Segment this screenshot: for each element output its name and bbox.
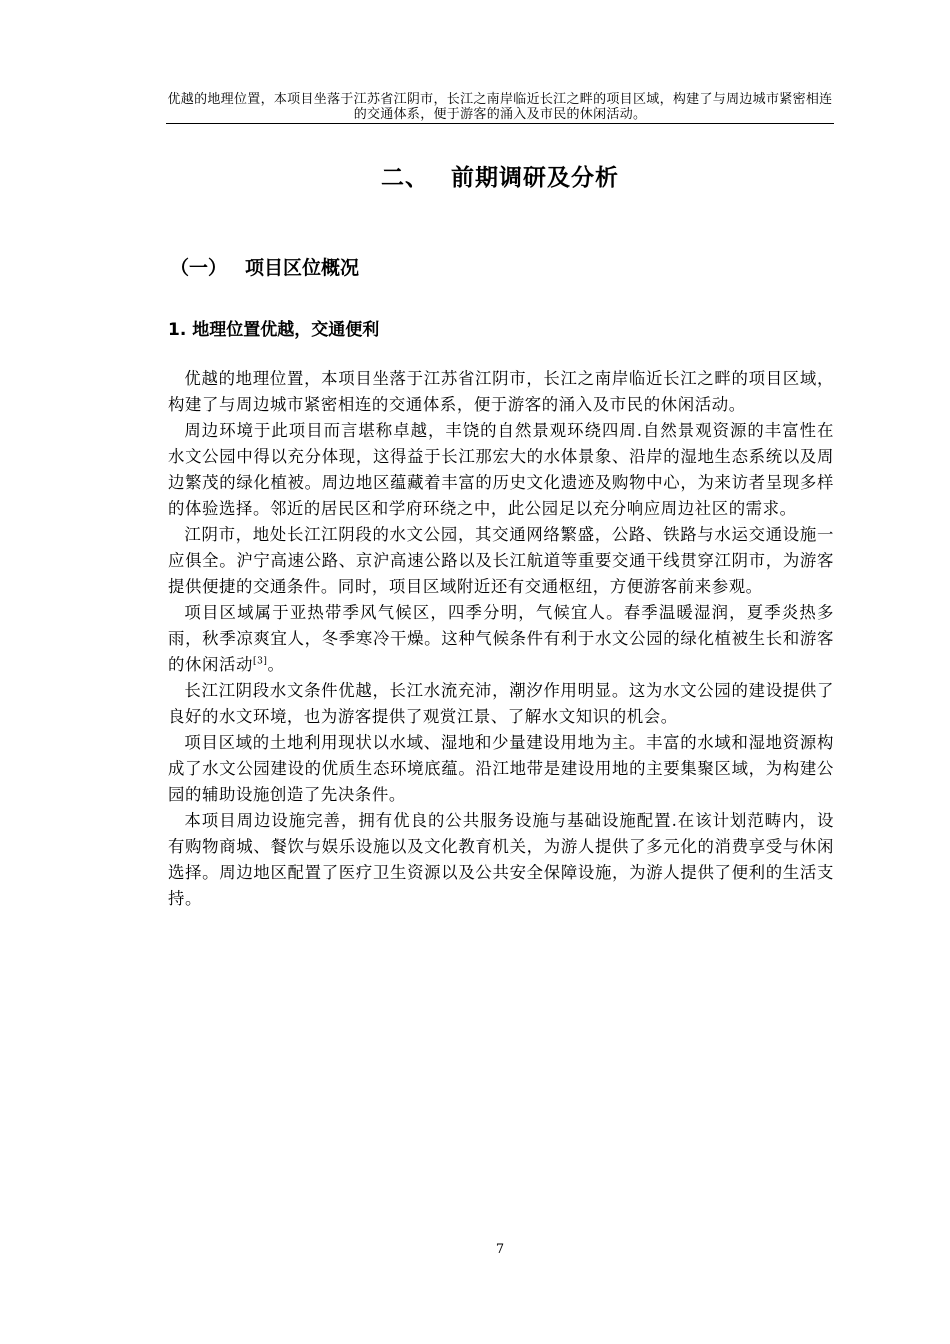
section-number: （一）	[170, 257, 228, 279]
section-title-text: 项目区位概况	[245, 257, 360, 279]
chapter-title-text: 前期调研及分析	[451, 165, 619, 191]
paragraph-facilities: 本项目周边设施完善，拥有优良的公共服务设施与基础设施配置.在该计划范畴内，设有购物商城、餐饮与娱乐设施以及文化教育机关，为游人提供了多元化的消费享受与休闲选择。周边地区配置了医疗卫生资源以及公共安全保障设施，为游人提供了便利的生活支持。	[168, 811, 834, 908]
paragraph-environment: 周边环境于此项目而言堪称卓越，丰饶的自然景观环绕四周.自然景观资源的丰富性在水文公园中得以充分体现，这得益于长江那宏大的水体景象、沿岸的湿地生态系统以及周边繁茂的绿化植被。周边地区蕴藏着丰富的历史文化遗迹及购物中心，为来访者呈现多样的体验选择。邻近的居民区和学府环绕之中，此公园足以充分响应周边社区的需求。	[168, 421, 834, 518]
chapter-number: 二、	[381, 165, 429, 191]
header-rule	[166, 123, 834, 124]
page-number: 7	[495, 1242, 505, 1257]
subsection-title: 1. 地理位置优越，交通便利	[168, 320, 380, 340]
citation-tail: 。	[267, 655, 285, 674]
paragraph-hydrology: 长江江阴段水文条件优越，长江水流充沛，潮汐作用明显。这为水文公园的建设提供了良好的水文环境，也为游客提供了观赏江景、了解水文知识的机会。	[168, 681, 834, 726]
chapter-title	[166, 162, 834, 194]
paragraph-location: 优越的地理位置，本项目坐落于江苏省江阴市，长江之南岸临近长江之畔的项目区域，构建了与周边城市紧密相连的交通体系，便于游客的涌入及市民的休闲活动。	[168, 369, 834, 414]
body-text	[168, 366, 834, 912]
paragraph-land-use: 项目区域的土地利用现状以水域、湿地和少量建设用地为主。丰富的水域和湿地资源构成了水文公园建设的优质生态环境底蕴。沿江地带是建设用地的主要集聚区域，为构建公园的辅助设施创造了先决条件。	[168, 733, 834, 804]
running-header: 优越的地理位置，本项目坐落于江苏省江阴市，长江之南岸临近长江之畔的项目区域，构建了与周边城市紧密相连的交通体系，便于游客的涌入及市民的休闲活动。	[167, 92, 833, 122]
paragraph-transport: 江阴市，地处长江江阴段的水文公园，其交通网络繁盛，公路、铁路与水运交通设施一应俱全。沪宁高速公路、京沪高速公路以及长江航道等重要交通干线贯穿江阴市，为游客提供便捷的交通条件。同时，项目区域附近还有交通枢纽，方便游客前来参观。	[168, 525, 834, 596]
citation-ref: [3]	[252, 656, 268, 667]
section-title	[170, 254, 359, 282]
paragraph-climate-text: 项目区域属于亚热带季风气候区，四季分明，气候宜人。春季温暖湿润，夏季炎热多雨，秋季凉爽宜人，冬季寒冷干燥。这种气候条件有利于水文公园的绿化植被生长和游客的休闲活动	[168, 603, 834, 674]
paragraph-climate	[168, 600, 834, 678]
